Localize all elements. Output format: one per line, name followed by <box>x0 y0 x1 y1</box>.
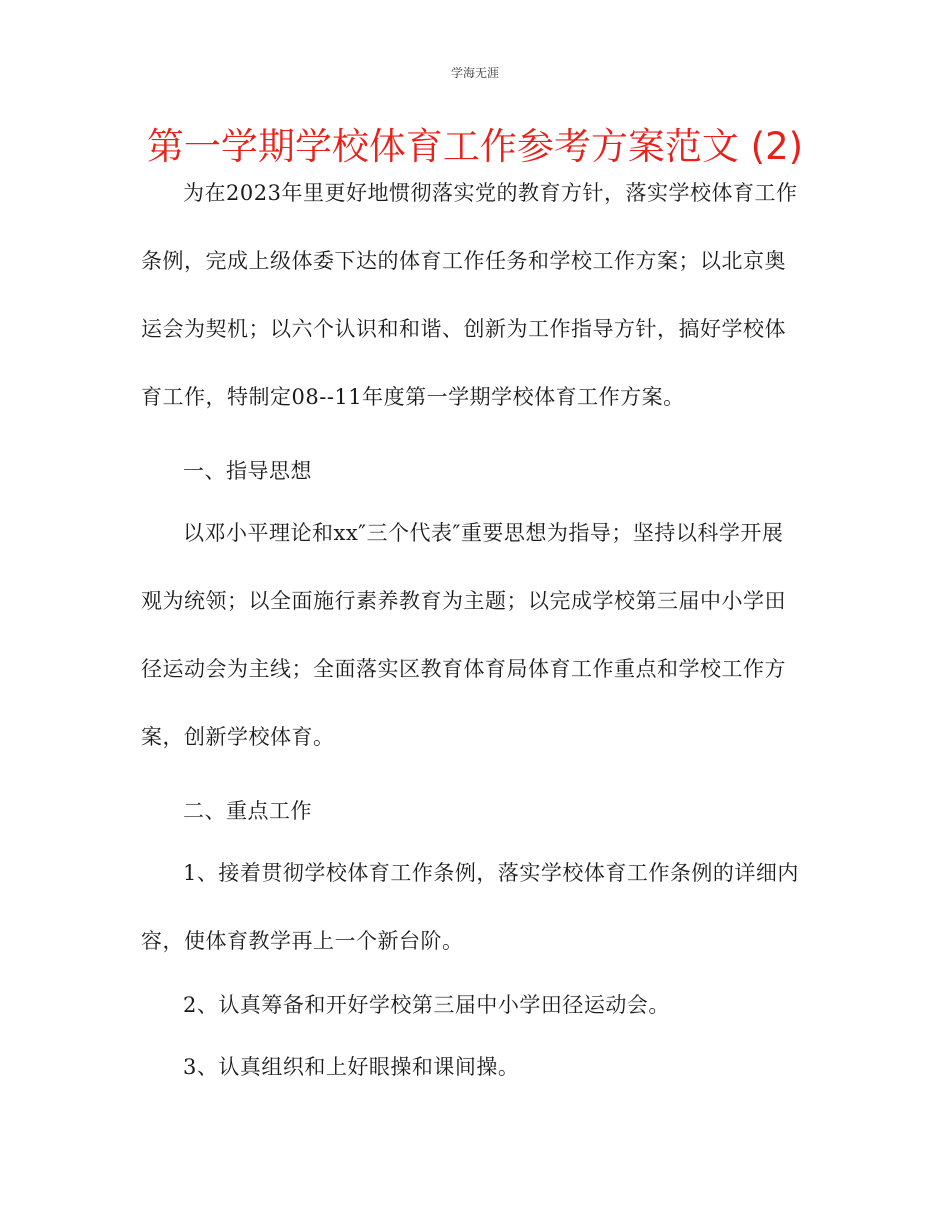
section-heading: 二、重点工作 <box>183 799 312 823</box>
body-line: 育工作，特制定08--11年度第一学期学校体育工作方案。 <box>141 385 685 409</box>
body-line: 容，使体育教学再上一个新台阶。 <box>141 929 464 953</box>
list-item: 1、接着贯彻学校体育工作条例，落实学校体育工作条例的详细内 <box>183 861 799 885</box>
body-line: 观为统领；以全面施行素养教育为主题；以完成学校第三届中小学田 <box>141 589 786 613</box>
body-line: 运会为契机；以六个认识和和谐、创新为工作指导方针，搞好学校体 <box>141 317 786 341</box>
list-item: 3、认真组织和上好眼操和课间操。 <box>183 1055 520 1079</box>
section-heading: 一、指导思想 <box>183 459 312 483</box>
body-line: 条例，完成上级体委下达的体育工作任务和学校工作方案；以北京奥 <box>141 249 786 273</box>
body-line: 案，创新学校体育。 <box>141 725 335 749</box>
body-line: 为在2023年里更好地惯彻落实党的教育方针，落实学校体育工作 <box>183 181 798 205</box>
body-line: 径运动会为主线；全面落实区教育体育局体育工作重点和学校工作方 <box>141 657 786 681</box>
page-header: 学海无涯 <box>450 66 499 80</box>
document-title: 第一学期学校体育工作参考方案范文 (2) <box>146 125 804 168</box>
body-line: 以邓小平理论和xx″三个代表″重要思想为指导；坚持以科学开展 <box>183 521 784 545</box>
list-item: 2、认真筹备和开好学校第三届中小学田径运动会。 <box>183 993 670 1017</box>
